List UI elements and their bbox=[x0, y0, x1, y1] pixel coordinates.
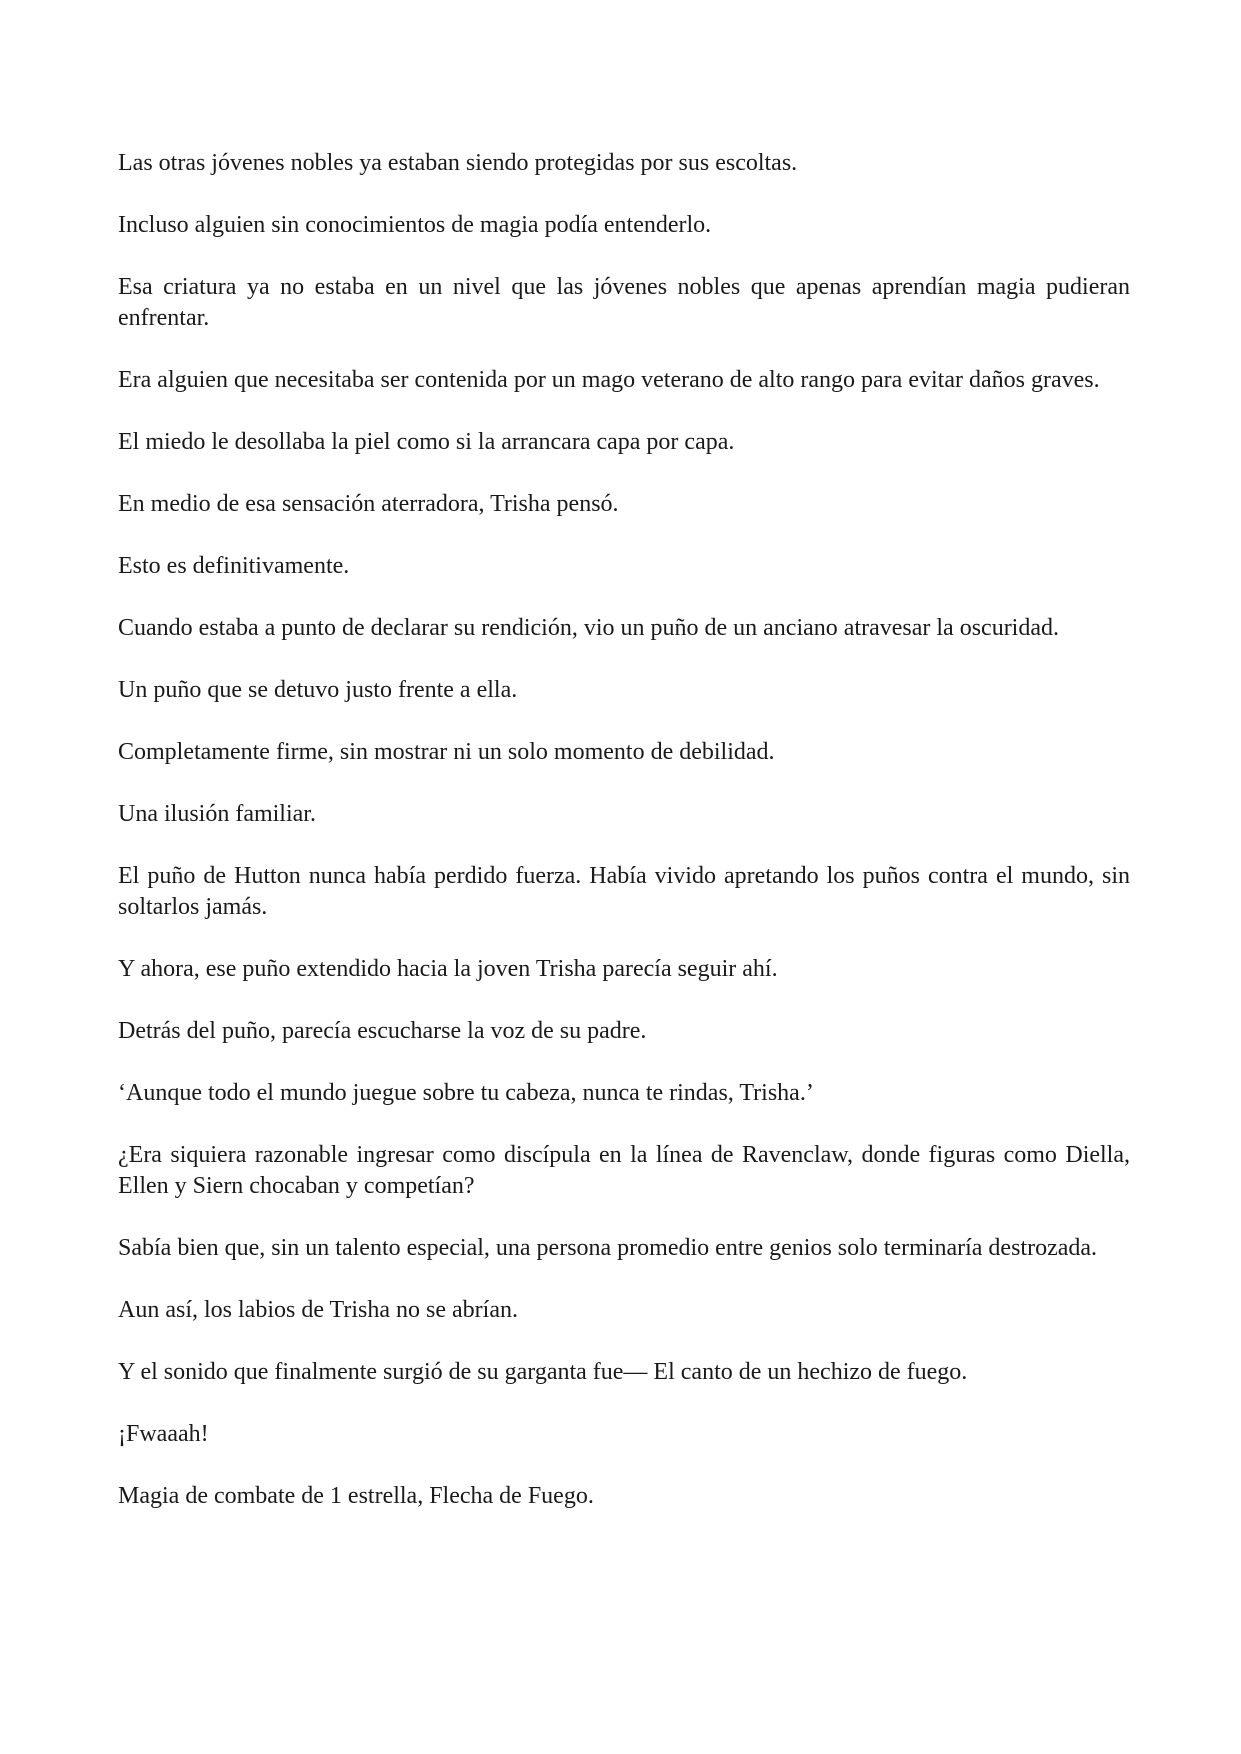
paragraph: ‘Aunque todo el mundo juegue sobre tu cabeza, nunca te rindas, Trisha.’ bbox=[118, 1080, 814, 1106]
paragraph: Magia de combate de 1 estrella, Flecha de Fuego. bbox=[118, 1483, 594, 1509]
paragraph: En medio de esa sensación aterradora, Trisha pensó. bbox=[118, 491, 619, 517]
paragraph: Aun así, los labios de Trisha no se abrían. bbox=[118, 1297, 518, 1323]
paragraph: Sabía bien que, sin un talento especial, una persona promedio entre genios solo terminaría destrozada. bbox=[118, 1235, 1098, 1261]
paragraph: Esa criatura ya no estaba en un nivel que las jóvenes nobles que apenas aprendían magia pudieran enfrentar. bbox=[118, 274, 1130, 331]
paragraph: Y ahora, ese puño extendido hacia la joven Trisha parecía seguir ahí. bbox=[118, 956, 778, 982]
paragraph: Un puño que se detuvo justo frente a ella. bbox=[118, 677, 518, 703]
paragraph: ¿Era siquiera razonable ingresar como discípula en la línea de Ravenclaw, donde figuras como Diella, Ellen y Siern chocaban y competían? bbox=[118, 1142, 1130, 1199]
paragraph: Esto es definitivamente. bbox=[118, 553, 350, 579]
paragraph: Y el sonido que finalmente surgió de su garganta fue— El canto de un hechizo de fuego. bbox=[118, 1359, 968, 1385]
paragraph: Cuando estaba a punto de declarar su rendición, vio un puño de un anciano atravesar la oscuridad. bbox=[118, 615, 1060, 641]
paragraph: Detrás del puño, parecía escucharse la voz de su padre. bbox=[118, 1018, 647, 1044]
paragraph: Incluso alguien sin conocimientos de magia podía entenderlo. bbox=[118, 212, 712, 238]
paragraph: Era alguien que necesitaba ser contenida por un mago veterano de alto rango para evitar daños graves. bbox=[118, 367, 1100, 393]
paragraph: El puño de Hutton nunca había perdido fuerza. Había vivido apretando los puños contra el mundo, sin soltarlos jamás. bbox=[118, 863, 1130, 920]
paragraph: Las otras jóvenes nobles ya estaban siendo protegidas por sus escoltas. bbox=[118, 150, 798, 176]
paragraph: El miedo le desollaba la piel como si la arrancara capa por capa. bbox=[118, 429, 735, 455]
paragraph: Completamente firme, sin mostrar ni un solo momento de debilidad. bbox=[118, 739, 775, 765]
paragraph: Una ilusión familiar. bbox=[118, 801, 316, 827]
document-body bbox=[118, 148, 1130, 1543]
paragraph: ¡Fwaaah! bbox=[118, 1421, 209, 1447]
